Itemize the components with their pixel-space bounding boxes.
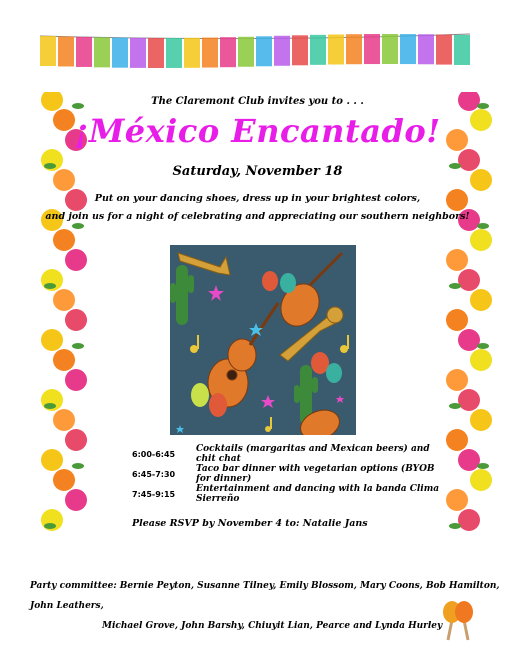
party-committee <box>30 576 500 636</box>
maracas-icon <box>438 598 478 642</box>
schedule-row <box>132 484 452 504</box>
papel-picado-flag <box>130 38 146 68</box>
flower <box>470 289 492 311</box>
papel-picado-flag <box>184 38 200 68</box>
flower <box>41 329 63 351</box>
papel-picado-flag <box>328 34 344 64</box>
flower <box>458 509 480 531</box>
flower <box>470 469 492 491</box>
flower <box>53 469 75 491</box>
flower <box>53 409 75 431</box>
flower <box>65 369 87 391</box>
papel-picado-flag <box>274 36 290 66</box>
leaf <box>72 343 84 349</box>
papel-picado-flag <box>346 34 362 64</box>
invitation-intro: The Claremont Club invites you to . . . <box>151 96 364 107</box>
papel-picado-flag <box>454 35 470 65</box>
flower-border-left <box>38 92 90 532</box>
papel-picado-flag <box>202 38 218 68</box>
schedule-time: 6:45-7:30 <box>132 469 176 479</box>
papel-picado-flag <box>400 34 416 64</box>
leaf <box>449 523 461 529</box>
papel-picado-flag <box>238 37 254 67</box>
flower <box>65 249 87 271</box>
papel-picado-flag <box>382 34 398 64</box>
flower <box>65 429 87 451</box>
papel-picado-flag <box>436 35 452 65</box>
papel-picado-flag <box>76 37 92 67</box>
papel-picado-flag <box>364 34 380 64</box>
flower <box>470 409 492 431</box>
schedule-time: 6:00-6:45 <box>132 449 176 459</box>
papel-picado-flag <box>418 34 434 64</box>
schedule-time: 7:45-9:15 <box>132 489 176 499</box>
description-line-1: Put on your dancing shoes, dress up in your brightest colors, <box>94 193 421 204</box>
papel-picado-flag <box>166 38 182 68</box>
schedule <box>132 444 452 504</box>
papel-picado-flag <box>292 35 308 65</box>
flower <box>41 449 63 471</box>
papel-picado-flag <box>94 37 110 67</box>
flower <box>470 229 492 251</box>
leaf <box>477 343 489 349</box>
committee-line-2: Michael Grove, John Barshy, Chiuyit Lian, Pearce and Lynda Hurley <box>102 621 443 631</box>
event-title: ¡México Encantado! <box>74 112 441 150</box>
papel-picado-flag <box>148 38 164 68</box>
leaf <box>44 523 56 529</box>
mexican-pattern-artwork <box>170 245 356 435</box>
committee-line-1: Party committee: Bernie Peyton, Susanne Tilney, Emily Blossom, Mary Coons, Bob Hamilton, John Leathers, <box>30 581 500 611</box>
flower <box>458 269 480 291</box>
papel-picado-flag <box>310 35 326 65</box>
event-description <box>0 190 515 226</box>
schedule-event: Entertainment and dancing with la banda Clima Sierreño <box>196 484 440 504</box>
leaf <box>449 283 461 289</box>
leaf <box>44 283 56 289</box>
flower <box>53 289 75 311</box>
flower <box>65 309 87 331</box>
description-line-2: and join us for a night of celebrating and appreciating our southern neighbors! <box>45 211 470 222</box>
papel-picado-flag <box>220 37 236 67</box>
flower <box>470 349 492 371</box>
schedule-row <box>132 464 452 484</box>
flower <box>458 329 480 351</box>
papel-picado-banner <box>40 30 470 72</box>
schedule-row <box>132 444 452 464</box>
flower <box>446 369 468 391</box>
flower <box>65 489 87 511</box>
papel-picado-flag <box>40 36 56 66</box>
leaf <box>449 403 461 409</box>
papel-picado-flag <box>112 38 128 68</box>
leaf <box>72 463 84 469</box>
flower <box>53 229 75 251</box>
flower <box>458 389 480 411</box>
leaf <box>477 463 489 469</box>
flower <box>458 449 480 471</box>
rsvp-text: Please RSVP by November 4 to: Natalie Jans <box>132 518 368 529</box>
flower <box>446 309 468 331</box>
leaf <box>44 403 56 409</box>
flower <box>53 349 75 371</box>
schedule-event: Taco bar dinner with vegetarian options (BYOB for dinner) <box>196 464 435 484</box>
papel-picado-flag <box>256 36 272 66</box>
schedule-event: Cocktails (margaritas and Mexican beers) and chit chat <box>196 444 430 464</box>
papel-picado-flag <box>58 36 74 66</box>
event-date: Saturday, November 18 <box>172 164 343 179</box>
flower <box>446 249 468 271</box>
